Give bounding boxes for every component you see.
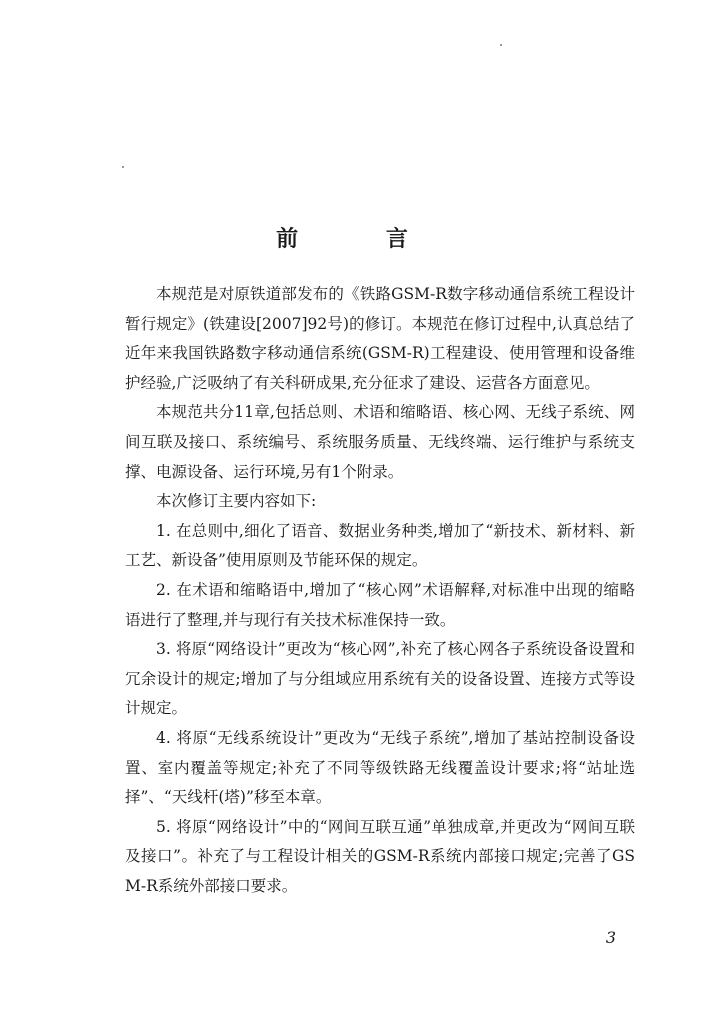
page-title: 前 言 [276, 226, 448, 252]
paragraph-item-4: 4. 将原“无线系统设计”更改为“无线子系统”,增加了基站控制设备设置、室内覆盖等规定;补充了不同等级铁路无线覆盖设计要求;将“站址选择”、“天线杆(塔)”移至本章。 [125, 728, 635, 807]
paragraph-item-3: 3. 将原“网络设计”更改为“核心网”,补充了核心网各子系统设备设置和冗余设计的规定;增加了与分组域应用系统有关的设备设置、连接方式等设计规定。 [125, 640, 635, 718]
paragraph-intro: 本规范是对原铁道部发布的《铁路GSM-R数字移动通信系统工程设计暂行规定》(铁建设[2007]92号)的修订。本规范在修订过程中,认真总结了近年来我国铁路数字移动通信系统(GSM-R)工程建设、使用管理和设备维护经验,广泛吸纳了有关科研成果,充分征求了建设、运营各方面意见。 [125, 285, 635, 392]
paragraph-item-5: 5. 将原“网络设计”中的“网间互联互通”单独成章,并更改为“网间互联及接口”。补充了与工程设计相关的GSM-R系统内部接口规定;完善了GSM-R系统外部接口要求。 [125, 817, 635, 895]
paragraph-item-1: 1. 在总则中,细化了语音、数据业务种类,增加了“新技术、新材料、新工艺、新设备”使用原则及节能环保的规定。 [125, 521, 635, 570]
scan-speck [122, 166, 124, 168]
paragraph-revision-heading: 本次修订主要内容如下: [156, 492, 317, 511]
body-text [125, 280, 635, 901]
paragraph-chapters: 本规范共分11章,包括总则、术语和缩略语、核心网、无线子系统、网间互联及接口、系统编号、系统服务质量、无线终端、运行维护与系统支撑、电源设备、运行环境,另有1个附录。 [125, 403, 635, 481]
paragraph-item-2: 2. 在术语和缩略语中,增加了“核心网”术语解释,对标准中出现的缩略语进行了整理,并与现行有关技术标准保持一致。 [125, 580, 635, 629]
page-number: 3 [605, 928, 616, 947]
scan-speck [500, 44, 502, 46]
